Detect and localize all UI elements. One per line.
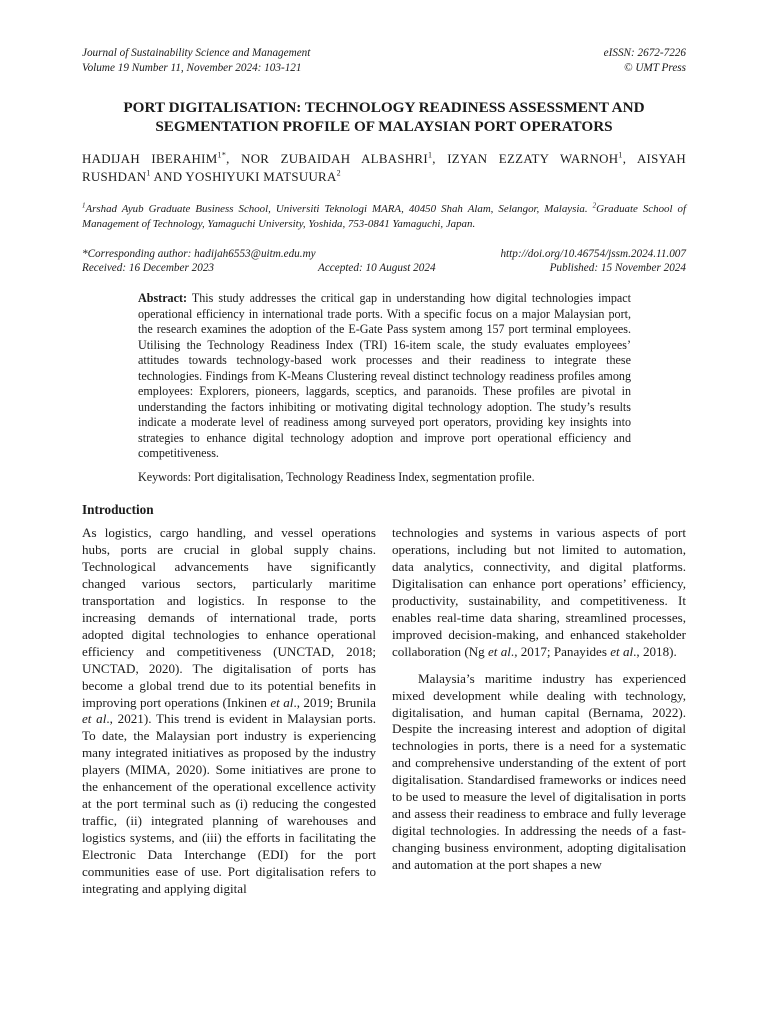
paragraph-text: ., 2021). This trend is evident in Malaysian ports. To date, the Malaysian port industry is experiencing many integrated initiatives as proposed by the industry players (MIMA, 2020). Some initiatives are prone to the enhancement of the operational excellence activity at the port terminal such as (i) reducing the congested traffic, (ii) integrated planning of warehouses and logistics systems, and (iii) the efforts in facilitating the Electronic Data Interchange (EDI) for the port communities ease of use. Port digitalisation refers to integrating and applying digital xyxy=(82,711,376,897)
body-column-left xyxy=(82,525,376,898)
affiliation-mark-2: 2 xyxy=(592,201,597,210)
author-affiliation-mark: 2 xyxy=(336,168,341,178)
journal-publisher: © UMT Press xyxy=(624,62,686,74)
paragraph-text: As logistics, cargo handling, and vessel operations hubs, ports are crucial in global supply chains. Technological advancements have significantly changed various sectors, particularly maritime transportation and logistics. In response to the increasing demands of international trade, ports adopted digital technologies to enhance operational efficiency and competitiveness (UNCTAD, 2018; UNCTAD, 2020). The digitalisation of ports has become a global trend due to its potential benefits in improving port operations (Inkinen xyxy=(82,525,376,710)
author-separator: AND xyxy=(150,170,186,184)
affiliation-mark-1: 1 xyxy=(82,201,86,210)
author-separator: , xyxy=(622,152,637,166)
journal-header-right xyxy=(604,46,686,76)
paragraph-text: ., 2017; Panayides xyxy=(510,643,611,659)
doi-link[interactable]: http://doi.org/10.46754/jssm.2024.11.007 xyxy=(500,248,686,260)
keywords: Keywords: Port digitalisation, Technology Readiness Index, segmentation profile. xyxy=(138,470,535,484)
paragraph-text: ., 2019; Brunila xyxy=(293,694,376,710)
received-date: Received: 16 December 2023 xyxy=(82,262,215,274)
journal-volume: Volume 19 Number 11, November 2024: 103-121 xyxy=(82,62,302,74)
journal-eissn: eISSN: 2672-7226 xyxy=(603,47,686,59)
et-al: et al xyxy=(610,643,634,659)
author-name: YOSHIYUKI MATSUURA xyxy=(185,170,337,184)
section-heading-introduction: Introduction xyxy=(82,502,154,517)
paragraph xyxy=(82,525,376,898)
author-affiliation-mark: 1 xyxy=(146,168,151,178)
paragraph: Malaysia’s maritime industry has experienced mixed development while dealing with technology, digitalisation, and human capital (Bernama, 2022). Despite the increasing interest and adoption of digital technologies in ports, there is a need for a systematic and comprehensive understanding of the extent of port digitalisation. Standardised frameworks or indices need to be used to measure the level of digitalisation in ports and assess their readiness to embrace and fully leverage digital technologies. In addressing the needs of a fast-changing business environment, adopting digitalisation and automation at the port shapes a new xyxy=(392,670,686,873)
author-name: NOR ZUBAIDAH ALBASHRI xyxy=(241,152,428,166)
author-affiliation-mark: 1* xyxy=(217,150,227,160)
journal-header-left xyxy=(82,46,310,76)
author-separator: , xyxy=(432,152,448,166)
affiliation-2: Graduate School of Management of Technology, Yamaguchi University, Yoshida, 753-0841 Yamaguchi, Japan. xyxy=(82,203,686,230)
abstract xyxy=(138,291,631,462)
author-name: IZYAN EZZATY WARNOH xyxy=(447,152,619,166)
published-date: Published: 15 November 2024 xyxy=(549,262,686,274)
et-al: et al xyxy=(270,694,294,710)
abstract-label: Abstract: xyxy=(138,291,188,305)
affiliation-1: Arshad Ayub Graduate Business School, Universiti Teknologi MARA, 40450 Shah Alam, Selangor, Malaysia. xyxy=(85,203,593,215)
journal-name: Journal of Sustainability Science and Management xyxy=(82,47,311,59)
author-affiliation-mark: 1 xyxy=(427,150,433,160)
paragraph xyxy=(392,525,686,661)
affiliations xyxy=(82,202,686,231)
paragraph-text: technologies and systems in various aspects of port operations, including but not limited to automation, data analytics, connectivity, and digital platforms. Digitalisation can enhance port operations’ efficiency, productivity, sustainability, and competitiveness. It enables real-time data sharing, streamlined processes, improved decision-making, and enhanced stakeholder collaboration (Ng xyxy=(392,525,686,659)
et-al: et al xyxy=(488,643,511,659)
author-separator: , xyxy=(226,152,242,166)
corresponding-author: *Corresponding author: hadijah6553@uitm.edu.my xyxy=(82,248,316,260)
paper-title-line-1: PORT DIGITALISATION: TECHNOLOGY READINESS ASSESSMENT AND xyxy=(123,99,645,116)
abstract-text: This study addresses the critical gap in understanding how digital technologies impact operational efficiency in international trade ports. With a specific focus on a major Malaysian port, the research examines the adoption of the E-Gate Pass system among 157 port terminal employees. Utilising the Technology Readiness Index (TRI) 16-item scale, the study evaluates employees’ attitudes towards technology-based work processes and their readiness to integrate these technologies. Findings from K-Means Clustering reveal distinct technology readiness profiles among employees: Explorers, pioneers, laggards, sceptics, and paranoids. These profiles are pivotal in understanding the factors inhibiting or motivating digital technology adoption. The study’s results indicate a moderate level of readiness among surveyed port operators, providing key insights into strategies to enhance digital technology adoption and improve port operational efficiency and competitiveness. xyxy=(138,291,631,460)
author-name: HADIJAH IBERAHIM xyxy=(82,152,218,166)
author-name: AISYAH RUSHDAN xyxy=(82,152,687,184)
author-affiliation-mark: 1 xyxy=(618,150,623,160)
paper-title-line-2: SEGMENTATION PROFILE OF MALAYSIAN PORT OPERATORS xyxy=(155,118,613,135)
body-column-right xyxy=(392,525,686,874)
accepted-date: Accepted: 10 August 2024 xyxy=(318,262,436,274)
paper-title xyxy=(60,98,708,136)
author-list xyxy=(82,150,686,186)
et-al: et al xyxy=(82,711,107,727)
paragraph-text: ., 2018). xyxy=(633,643,677,659)
